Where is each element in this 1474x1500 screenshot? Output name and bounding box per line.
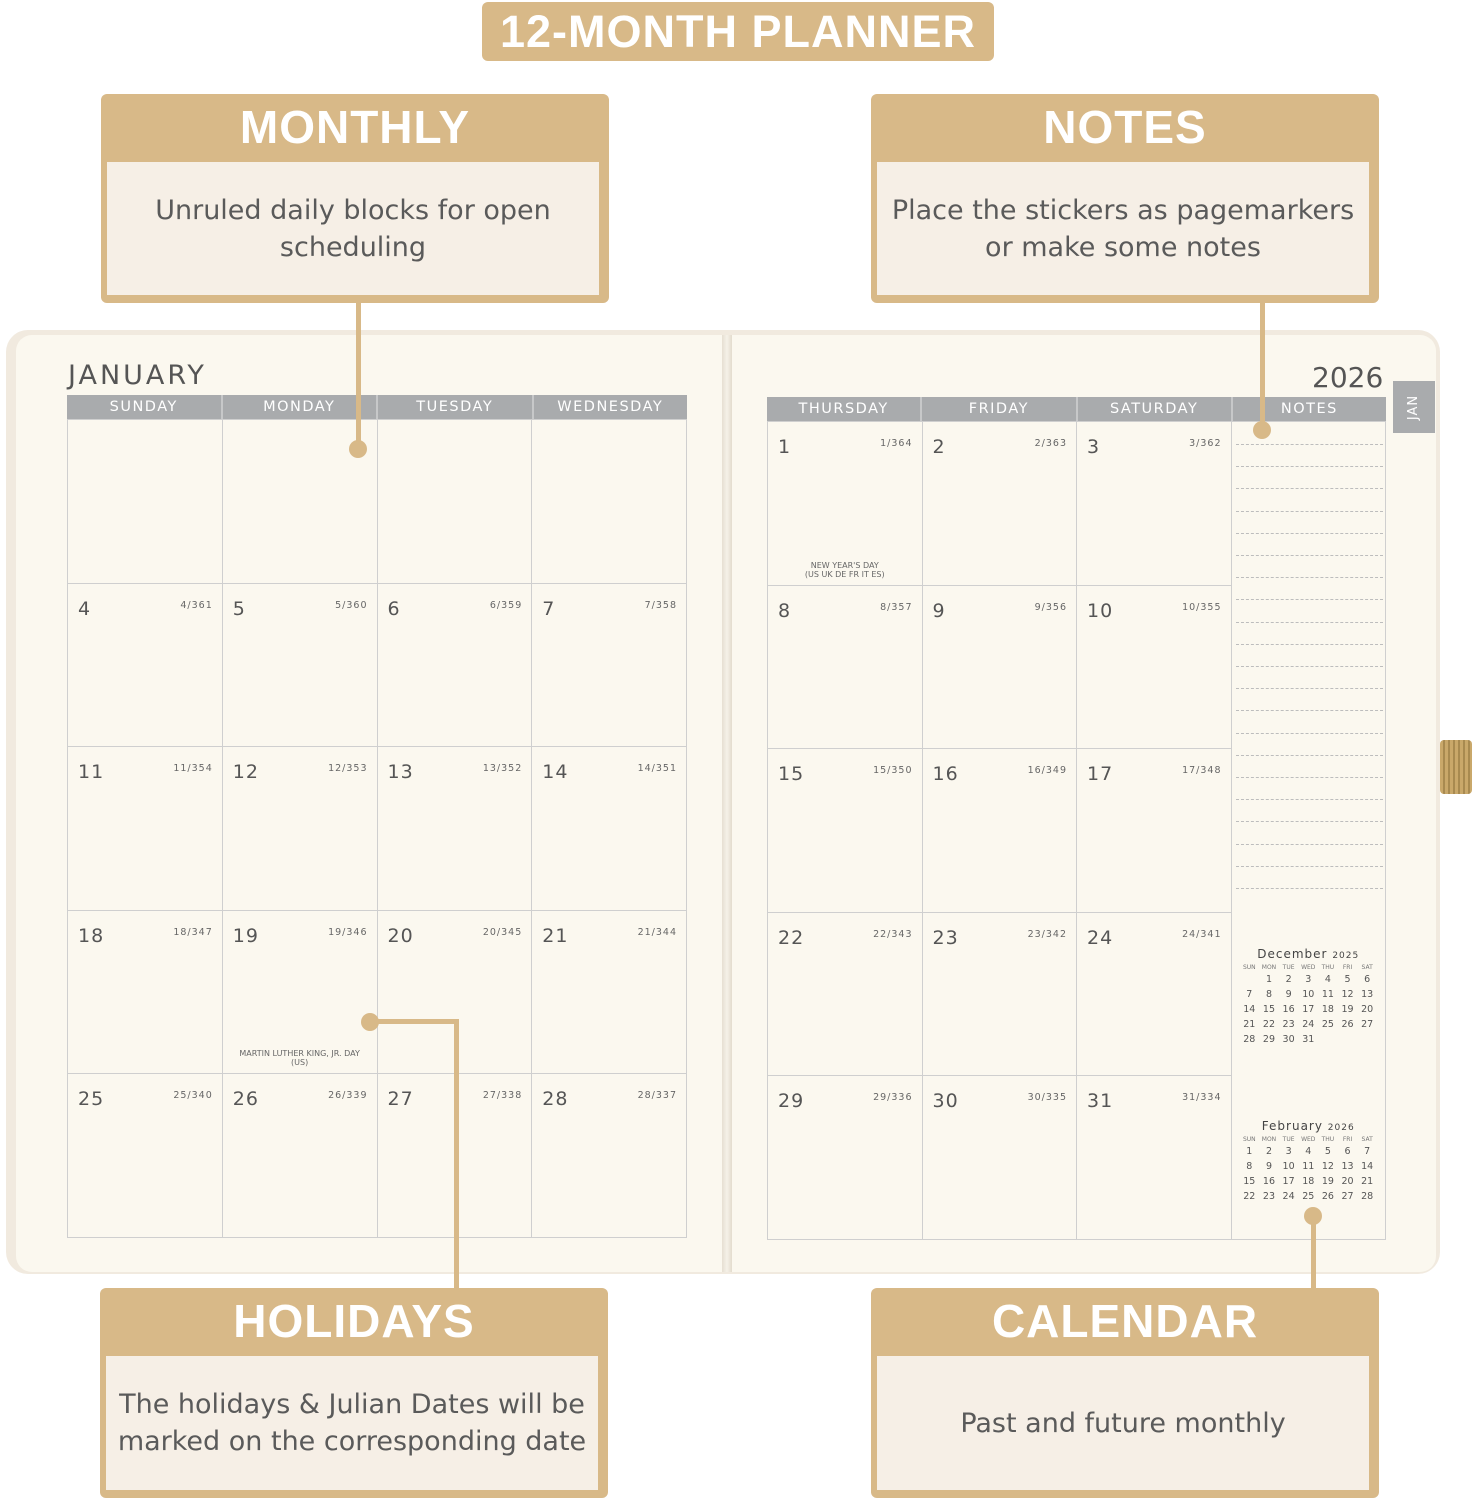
day-cell[interactable] bbox=[1077, 748, 1232, 912]
notes-ruled-line bbox=[1236, 666, 1384, 667]
weekday-header: WEDNESDAY bbox=[557, 399, 664, 415]
mini-calendar-days bbox=[1240, 1146, 1378, 1202]
mini-day: 7 bbox=[1364, 1146, 1371, 1157]
julian-date: 19/346 bbox=[328, 926, 368, 938]
mini-day: 11 bbox=[1321, 989, 1334, 1000]
mini-day: 2 bbox=[1285, 974, 1292, 985]
day-cell[interactable] bbox=[923, 1075, 1078, 1239]
calendar-grid-left bbox=[67, 395, 687, 1238]
julian-date: 27/338 bbox=[482, 1090, 523, 1102]
mini-weekday: SAT bbox=[1361, 964, 1373, 971]
calendar-cells-left bbox=[67, 419, 687, 1238]
day-cell[interactable] bbox=[768, 421, 923, 585]
day-cell[interactable] bbox=[532, 419, 687, 583]
day-cell[interactable] bbox=[378, 419, 533, 583]
mini-day: 25 bbox=[1321, 1019, 1334, 1030]
notes-ruled-line bbox=[1236, 644, 1384, 645]
connector-dot bbox=[1304, 1207, 1322, 1225]
day-number: 22 bbox=[778, 926, 805, 949]
mini-calendar-weekdays bbox=[1240, 1136, 1378, 1143]
mini-day: 25 bbox=[1302, 1191, 1315, 1202]
connector-dot bbox=[349, 440, 367, 458]
connector-dot bbox=[1253, 421, 1271, 439]
mini-weekday: WED bbox=[1301, 1136, 1316, 1143]
day-number: 14 bbox=[542, 761, 569, 784]
mini-calendar bbox=[1240, 947, 1378, 1045]
mini-day: 24 bbox=[1302, 1019, 1315, 1030]
mini-day: 22 bbox=[1243, 1191, 1256, 1202]
day-cell[interactable] bbox=[532, 583, 687, 747]
day-cell[interactable] bbox=[223, 583, 378, 747]
mini-day: 9 bbox=[1265, 1161, 1272, 1172]
mini-day: 2 bbox=[1265, 1146, 1272, 1157]
mini-calendar-weekdays bbox=[1240, 964, 1378, 971]
mini-day: 27 bbox=[1341, 1191, 1354, 1202]
julian-date: 17/348 bbox=[1182, 765, 1222, 777]
mini-weekday: MON bbox=[1261, 964, 1277, 971]
julian-date: 15/350 bbox=[873, 765, 913, 777]
mini-day: 3 bbox=[1285, 1146, 1292, 1157]
julian-date: 26/339 bbox=[328, 1090, 368, 1102]
mini-day: 10 bbox=[1302, 989, 1315, 1000]
day-number: 16 bbox=[932, 763, 959, 786]
mini-day: 13 bbox=[1341, 1161, 1354, 1172]
julian-date: 23/342 bbox=[1027, 928, 1067, 940]
day-number: 3 bbox=[1087, 436, 1101, 458]
page-title: 12-MONTH PLANNER bbox=[499, 5, 977, 57]
julian-date: 30/335 bbox=[1027, 1092, 1067, 1104]
julian-date: 25/340 bbox=[173, 1090, 213, 1102]
day-number: 8 bbox=[778, 599, 792, 622]
mini-day: 30 bbox=[1282, 1034, 1295, 1045]
day-cell[interactable] bbox=[68, 910, 223, 1074]
mini-day: 15 bbox=[1243, 1176, 1256, 1187]
mini-weekday: TUE bbox=[1282, 1136, 1295, 1143]
day-number: 26 bbox=[232, 1088, 259, 1111]
julian-date: 13/352 bbox=[482, 763, 523, 775]
connector-monthly bbox=[356, 303, 361, 446]
day-number: 29 bbox=[778, 1090, 805, 1113]
day-cell[interactable] bbox=[68, 746, 223, 910]
callout-calendar-text: Past and future monthly bbox=[877, 1356, 1369, 1490]
day-number: 24 bbox=[1087, 926, 1114, 949]
julian-date: 9/356 bbox=[1034, 601, 1067, 613]
julian-date: 18/347 bbox=[173, 926, 213, 938]
julian-date: 5/360 bbox=[335, 599, 368, 611]
mini-day: 3 bbox=[1305, 974, 1312, 985]
connector-dot bbox=[361, 1013, 379, 1031]
mini-day: 9 bbox=[1285, 989, 1292, 1000]
day-number: 17 bbox=[1087, 763, 1114, 786]
notes-ruled-line bbox=[1236, 555, 1384, 556]
holiday-label: MARTIN LUTHER KING, JR. DAY (US) bbox=[239, 1049, 360, 1068]
mini-day: 1 bbox=[1246, 1146, 1253, 1157]
month-name: JANUARY bbox=[68, 360, 207, 391]
julian-date: 7/358 bbox=[644, 599, 677, 611]
elastic-closure-band bbox=[1440, 740, 1472, 794]
callout-notes-text: Place the stickers as pagemarkers or make some notes bbox=[877, 162, 1369, 295]
julian-date: 10/355 bbox=[1182, 601, 1222, 613]
planner-spine bbox=[722, 335, 732, 1272]
mini-day: 4 bbox=[1324, 974, 1331, 985]
mini-calendar-title bbox=[1240, 947, 1378, 961]
notes-ruled-line bbox=[1236, 533, 1384, 534]
mini-day: 20 bbox=[1361, 1004, 1374, 1015]
mini-day: 5 bbox=[1344, 974, 1351, 985]
holiday-label: NEW YEAR'S DAY (US UK DE FR IT ES) bbox=[804, 560, 885, 579]
weekday-header: THURSDAY bbox=[767, 397, 922, 421]
weekday-header: NOTES bbox=[1280, 401, 1338, 417]
mini-weekday: THU bbox=[1321, 1136, 1335, 1143]
julian-date: 6/359 bbox=[489, 599, 523, 611]
callout-calendar bbox=[871, 1288, 1379, 1498]
notes-ruled-line bbox=[1236, 821, 1384, 822]
calendar-cells-right bbox=[767, 421, 1386, 1240]
mini-day: 16 bbox=[1282, 1004, 1295, 1015]
day-number: 28 bbox=[542, 1088, 569, 1111]
julian-date: 2/363 bbox=[1034, 438, 1067, 449]
julian-date: 20/345 bbox=[482, 926, 523, 938]
mini-day: 1 bbox=[1265, 974, 1272, 985]
mini-weekday: SAT bbox=[1361, 1136, 1373, 1143]
mini-weekday: FRI bbox=[1342, 964, 1353, 971]
mini-calendar-year: 2026 bbox=[1327, 1123, 1355, 1133]
day-cell[interactable] bbox=[923, 748, 1078, 912]
notes-ruled-line bbox=[1236, 488, 1384, 489]
mini-day bbox=[1240, 974, 1260, 985]
mini-day: 17 bbox=[1302, 1004, 1315, 1015]
day-number: 5 bbox=[232, 597, 246, 620]
mini-calendar-month: February bbox=[1261, 1119, 1323, 1133]
julian-date: 28/337 bbox=[637, 1090, 677, 1102]
notes-column[interactable] bbox=[1232, 421, 1387, 1239]
mini-day: 11 bbox=[1302, 1161, 1315, 1172]
callout-monthly bbox=[101, 94, 609, 303]
mini-calendar-month: December bbox=[1257, 947, 1328, 961]
day-cell[interactable] bbox=[223, 746, 378, 910]
mini-calendar bbox=[1240, 1119, 1378, 1202]
mini-day: 7 bbox=[1246, 989, 1253, 1000]
mini-day: 27 bbox=[1361, 1019, 1374, 1030]
day-cell[interactable] bbox=[68, 583, 223, 747]
day-cell[interactable] bbox=[223, 1073, 378, 1237]
day-number: 11 bbox=[78, 761, 105, 784]
day-cell[interactable] bbox=[1077, 421, 1232, 585]
mini-day: 18 bbox=[1302, 1176, 1315, 1187]
mini-day: 6 bbox=[1364, 974, 1371, 985]
day-number: 25 bbox=[78, 1088, 105, 1111]
mini-day: 13 bbox=[1361, 989, 1374, 1000]
julian-date: 22/343 bbox=[873, 928, 913, 940]
day-cell[interactable] bbox=[768, 748, 923, 912]
notes-ruled-line bbox=[1236, 710, 1384, 711]
mini-day: 16 bbox=[1262, 1176, 1275, 1187]
mini-weekday: THU bbox=[1321, 964, 1335, 971]
mini-day: 6 bbox=[1344, 1146, 1351, 1157]
day-cell[interactable] bbox=[68, 1073, 223, 1237]
day-number: 23 bbox=[932, 926, 959, 949]
weekday-header: SATURDAY bbox=[1078, 397, 1233, 421]
title-badge bbox=[482, 2, 994, 61]
mini-day: 4 bbox=[1305, 1146, 1312, 1157]
day-cell[interactable] bbox=[1077, 912, 1232, 1076]
julian-date: 21/344 bbox=[637, 926, 677, 938]
day-number: 31 bbox=[1087, 1090, 1114, 1113]
julian-date: 14/351 bbox=[637, 763, 677, 775]
day-cell[interactable] bbox=[768, 912, 923, 1076]
mini-day: 21 bbox=[1243, 1019, 1256, 1030]
mini-day: 14 bbox=[1361, 1161, 1374, 1172]
mini-weekday: SUN bbox=[1242, 964, 1256, 971]
day-number: 1 bbox=[778, 436, 792, 458]
mini-day: 17 bbox=[1282, 1176, 1295, 1187]
julian-date: 4/361 bbox=[180, 599, 213, 611]
notes-ruled-line bbox=[1236, 777, 1384, 778]
notes-ruled-line bbox=[1236, 577, 1384, 578]
weekday-header-row bbox=[767, 397, 1386, 421]
mini-day: 5 bbox=[1324, 1146, 1331, 1157]
mini-calendar-year: 2025 bbox=[1332, 951, 1360, 961]
julian-date: 24/341 bbox=[1182, 928, 1222, 940]
callout-notes bbox=[871, 94, 1379, 303]
day-cell[interactable] bbox=[1077, 1075, 1232, 1239]
weekday-header-row bbox=[67, 395, 687, 419]
notes-ruled-line bbox=[1236, 511, 1384, 512]
mini-day: 31 bbox=[1302, 1034, 1315, 1045]
notes-ruled-line bbox=[1236, 622, 1384, 623]
mini-calendar-title bbox=[1240, 1119, 1378, 1133]
mini-day: 28 bbox=[1243, 1034, 1256, 1045]
julian-date: 1/364 bbox=[880, 438, 913, 449]
month-tab-label: JAN bbox=[1406, 394, 1422, 420]
mini-day: 29 bbox=[1262, 1034, 1275, 1045]
day-cell[interactable] bbox=[532, 1073, 687, 1237]
notes-ruled-line bbox=[1236, 688, 1384, 689]
day-number: 19 bbox=[232, 924, 259, 947]
mini-day: 26 bbox=[1321, 1191, 1334, 1202]
mini-day: 19 bbox=[1341, 1004, 1354, 1015]
connector-holidays bbox=[370, 1019, 459, 1024]
day-cell[interactable] bbox=[1077, 585, 1232, 749]
notes-ruled-line bbox=[1236, 733, 1384, 734]
julian-date: 11/354 bbox=[173, 763, 213, 775]
calendar-grid-right bbox=[767, 397, 1386, 1240]
callout-holidays-text: The holidays & Julian Dates will be marked on the corresponding date bbox=[106, 1356, 598, 1490]
mini-day: 12 bbox=[1321, 1161, 1334, 1172]
notes-ruled-line bbox=[1236, 844, 1384, 845]
day-cell[interactable] bbox=[923, 912, 1078, 1076]
mini-day: 18 bbox=[1321, 1004, 1334, 1015]
day-number: 27 bbox=[387, 1088, 414, 1111]
day-cell[interactable] bbox=[768, 585, 923, 749]
day-cell[interactable] bbox=[378, 583, 533, 747]
mini-day: 24 bbox=[1282, 1191, 1295, 1202]
mini-weekday: SUN bbox=[1242, 1136, 1256, 1143]
connector-holidays bbox=[454, 1019, 459, 1288]
weekday-header: MONDAY bbox=[223, 395, 379, 419]
day-cell[interactable] bbox=[68, 419, 223, 583]
notes-lines bbox=[1232, 422, 1386, 912]
day-cell[interactable] bbox=[768, 1075, 923, 1239]
julian-date: 3/362 bbox=[1189, 438, 1222, 449]
mini-day: 8 bbox=[1246, 1161, 1253, 1172]
notes-ruled-line bbox=[1236, 466, 1384, 467]
day-number: 4 bbox=[78, 597, 92, 620]
weekday-header: TUESDAY bbox=[378, 395, 534, 419]
mini-weekday: MON bbox=[1261, 1136, 1277, 1143]
callout-calendar-heading: CALENDAR bbox=[991, 1295, 1259, 1347]
day-number: 6 bbox=[387, 597, 401, 620]
notes-ruled-line bbox=[1236, 755, 1384, 756]
julian-date: 8/357 bbox=[880, 601, 913, 613]
day-cell[interactable] bbox=[923, 421, 1078, 585]
mini-day: 15 bbox=[1262, 1004, 1275, 1015]
mini-day: 23 bbox=[1262, 1191, 1275, 1202]
day-number: 10 bbox=[1087, 599, 1114, 622]
day-number: 15 bbox=[778, 763, 805, 786]
mini-day: 12 bbox=[1341, 989, 1354, 1000]
mini-day: 19 bbox=[1321, 1176, 1334, 1187]
weekday-header: SUNDAY bbox=[67, 395, 223, 419]
day-number: 18 bbox=[78, 924, 105, 947]
day-number: 20 bbox=[387, 924, 414, 947]
julian-date: 16/349 bbox=[1027, 765, 1067, 777]
mini-calendar-days bbox=[1240, 974, 1378, 1045]
day-number: 30 bbox=[932, 1090, 959, 1113]
day-cell[interactable] bbox=[378, 746, 533, 910]
callout-notes-heading: NOTES bbox=[1043, 101, 1207, 153]
day-number: 12 bbox=[232, 761, 259, 784]
julian-date: 31/334 bbox=[1182, 1092, 1222, 1104]
month-tab-jan[interactable] bbox=[1393, 381, 1435, 433]
notes-ruled-line bbox=[1236, 799, 1384, 800]
notes-ruled-line bbox=[1236, 444, 1384, 445]
mini-day: 8 bbox=[1265, 989, 1272, 1000]
mini-day: 26 bbox=[1341, 1019, 1354, 1030]
mini-day: 20 bbox=[1341, 1176, 1354, 1187]
day-number: 21 bbox=[542, 924, 569, 947]
day-cell[interactable] bbox=[223, 910, 378, 1074]
day-cell[interactable] bbox=[532, 746, 687, 910]
mini-day: 21 bbox=[1361, 1176, 1374, 1187]
mini-weekday: TUE bbox=[1282, 964, 1295, 971]
mini-weekday: WED bbox=[1301, 964, 1316, 971]
connector-notes bbox=[1260, 303, 1265, 428]
day-number: 2 bbox=[932, 436, 946, 458]
mini-day: 28 bbox=[1361, 1191, 1374, 1202]
mini-day: 22 bbox=[1262, 1019, 1275, 1030]
weekday-header: FRIDAY bbox=[922, 397, 1077, 421]
mini-weekday: FRI bbox=[1342, 1136, 1353, 1143]
notes-ruled-line bbox=[1236, 599, 1384, 600]
connector-calendar bbox=[1311, 1216, 1316, 1288]
callout-holidays-heading: HOLIDAYS bbox=[233, 1295, 475, 1347]
day-number: 7 bbox=[542, 597, 556, 620]
day-number: 13 bbox=[387, 761, 414, 784]
callout-monthly-text: Unruled daily blocks for open scheduling bbox=[107, 162, 599, 295]
callout-monthly-heading: MONTHLY bbox=[239, 101, 471, 153]
notes-ruled-line bbox=[1236, 888, 1384, 889]
julian-date: 12/353 bbox=[328, 763, 368, 775]
day-number: 9 bbox=[932, 599, 946, 622]
callout-holidays bbox=[100, 1288, 608, 1498]
mini-day: 23 bbox=[1282, 1019, 1295, 1030]
mini-day: 10 bbox=[1282, 1161, 1295, 1172]
julian-date: 29/336 bbox=[873, 1092, 913, 1104]
notes-ruled-line bbox=[1236, 866, 1384, 867]
mini-day: 14 bbox=[1243, 1004, 1256, 1015]
year-label: 2026 bbox=[1312, 361, 1384, 394]
day-cell[interactable] bbox=[923, 585, 1078, 749]
day-cell[interactable] bbox=[532, 910, 687, 1074]
